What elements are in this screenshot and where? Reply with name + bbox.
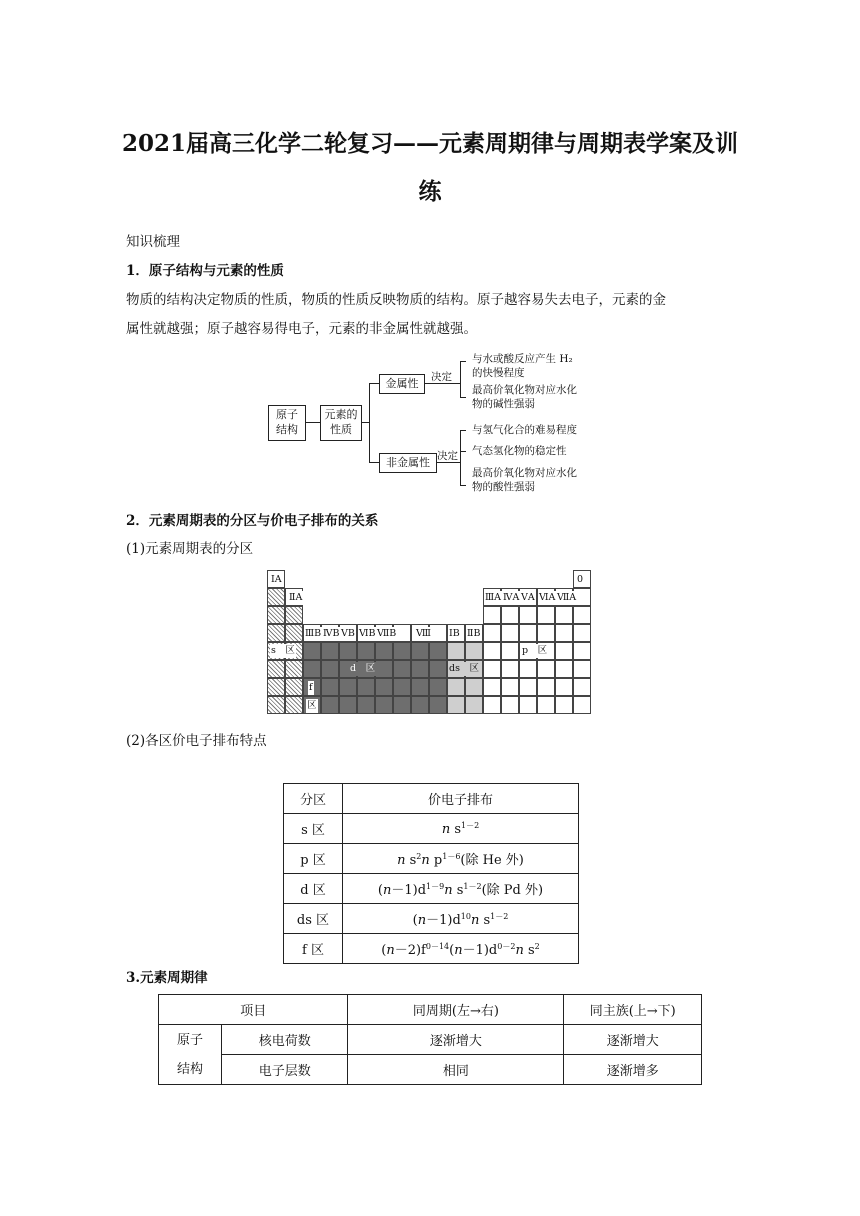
element-props-l2: 性质 [330, 423, 352, 436]
label-VIB: ⅥB [359, 628, 376, 639]
table-row [284, 874, 579, 904]
atom-structure-l2: 结构 [276, 423, 298, 436]
periodic-cell [267, 588, 285, 606]
label-VIA: ⅥA [539, 592, 556, 603]
page-title [100, 120, 760, 216]
periodic-cell [267, 696, 285, 714]
periodic-law-table [158, 994, 702, 1085]
metal-item-2: 最高价氧化物对应水化 [472, 384, 577, 396]
periodic-cell [339, 642, 357, 660]
periodic-cell [501, 606, 519, 624]
zone-cell: p 区 [284, 844, 343, 874]
label-f-zone-2: 区 [307, 700, 317, 711]
arrow [460, 397, 466, 398]
period-cell: 相同 [348, 1055, 564, 1085]
periodic-cell [375, 642, 393, 660]
periodic-cell [393, 660, 411, 678]
periodic-cell [573, 624, 591, 642]
periodic-cell [483, 624, 501, 642]
periodic-cell [429, 660, 447, 678]
section-knowledge: 知识梳理 [126, 234, 180, 250]
periodic-cell [519, 696, 537, 714]
periodic-cell [537, 624, 555, 642]
zone-cell: f 区 [284, 934, 343, 964]
periodic-cell [321, 696, 339, 714]
label-VB: ⅤB [341, 628, 355, 639]
label-d-zone: d 区 [350, 663, 376, 674]
metallic-box: 金属性 [379, 374, 425, 394]
periodic-cell [555, 606, 573, 624]
label-IIIB: ⅢB [305, 628, 322, 639]
periodic-cell [339, 678, 357, 696]
periodic-cell [411, 642, 429, 660]
decides-label-2: 决定 [437, 450, 458, 462]
table-row [284, 784, 579, 814]
arrow [460, 485, 466, 486]
periodic-cell [429, 642, 447, 660]
periodic-cell [429, 696, 447, 714]
s2-sub2: (2)各区价电子排布特点 [126, 733, 267, 749]
periodic-cell [501, 678, 519, 696]
periodic-cell [321, 678, 339, 696]
atom-structure-box [268, 405, 306, 441]
label-IIA: ⅡA [289, 592, 303, 603]
periodic-cell [411, 660, 429, 678]
periodic-cell [483, 678, 501, 696]
periodic-cell [483, 642, 501, 660]
label-s-zone: s 区 [271, 645, 295, 656]
label-f-zone-1: f [309, 682, 313, 693]
periodic-cell [465, 642, 483, 660]
periodic-cell [267, 660, 285, 678]
periodic-cell [483, 696, 501, 714]
periodic-cell [321, 660, 339, 678]
s3-heading: 3.元素周期律 [126, 970, 208, 986]
periodic-cell [447, 642, 465, 660]
zone-cell: d 区 [284, 874, 343, 904]
metal-item-1b: 的快慢程度 [472, 367, 525, 379]
label-IB: ⅠB [449, 628, 460, 639]
periodic-cell [501, 642, 519, 660]
label-IIB: ⅡB [467, 628, 481, 639]
periodic-cell [339, 696, 357, 714]
periodic-cell [573, 606, 591, 624]
periodic-cell [501, 696, 519, 714]
periodic-cell [519, 660, 537, 678]
connector [369, 462, 379, 463]
table-row [284, 904, 579, 934]
table-row [159, 1025, 702, 1055]
periodic-cell [429, 678, 447, 696]
element-props-box [320, 405, 362, 441]
config-cell: n $s^{1-2}$ [343, 814, 579, 844]
connector [305, 422, 320, 423]
periodic-cell [267, 678, 285, 696]
periodic-cell [555, 696, 573, 714]
table-row [284, 814, 579, 844]
periodic-cell [573, 696, 591, 714]
periodic-cell [519, 624, 537, 642]
nonmetal-item-3: 最高价氧化物对应水化 [472, 467, 577, 479]
connector [369, 383, 370, 462]
periodic-cell [267, 606, 285, 624]
periodic-cell [285, 696, 303, 714]
nonmetallic-box: 非金属性 [379, 453, 437, 473]
periodic-cell [537, 660, 555, 678]
periodic-cell [393, 678, 411, 696]
label-0: 0 [577, 574, 584, 585]
group-cell: 逐渐增多 [564, 1055, 702, 1085]
label-p-zone: p 区 [522, 645, 548, 656]
periodic-cell [555, 678, 573, 696]
label-IA: ⅠA [271, 574, 282, 585]
table-row [284, 934, 579, 964]
periodic-cell [483, 606, 501, 624]
config-cell: $(n-2)f^{0-14}(n-1)d^{0-2}n$ $s^2$ [343, 934, 579, 964]
periodic-cell [357, 642, 375, 660]
arrow [460, 361, 466, 362]
label-IVA: ⅣA [503, 592, 520, 603]
s2-heading: 2．元素周期表的分区与价电子排布的关系 [126, 513, 379, 529]
periodic-cell [375, 678, 393, 696]
periodic-cell [465, 678, 483, 696]
periodic-table [267, 570, 591, 716]
title-line-1: 2021届高三化学二轮复习——元素周期律与周期表学案及训 [121, 130, 738, 157]
nonmetal-item-1: 与氢气化合的难易程度 [472, 424, 577, 436]
connector [361, 422, 369, 423]
period-cell: 逐渐增大 [348, 1025, 564, 1055]
periodic-cell [501, 624, 519, 642]
s1-heading: 1．原子结构与元素的性质 [126, 263, 284, 279]
periodic-cell [303, 660, 321, 678]
config-cell: $(n-1)d^{1-9}n$ $s^{1-2}$(除 Pd 外) [343, 874, 579, 904]
periodic-cell [321, 642, 339, 660]
periodic-cell [573, 678, 591, 696]
item-cell: 电子层数 [222, 1055, 348, 1085]
header-period: 同周期(左→右) [348, 995, 564, 1025]
metal-item-1: 与水或酸反应产生 H₂ [472, 353, 573, 365]
s1-para-line-1: 物质的结构决定物质的性质，物质的性质反映物质的结构。原子越容易失去电子，元素的金 [126, 292, 666, 308]
header-config: 价电子排布 [343, 784, 579, 814]
zone-cell: s 区 [284, 814, 343, 844]
label-ds-zone: ds 区 [449, 663, 479, 674]
config-cell: n $s^2n$ $p^{1-6}$(除 He 外) [343, 844, 579, 874]
periodic-cell [411, 678, 429, 696]
periodic-cell [483, 660, 501, 678]
table-row [159, 1055, 702, 1085]
periodic-cell [555, 624, 573, 642]
periodic-cell [519, 678, 537, 696]
label-VIIB: ⅦB [377, 628, 397, 639]
periodic-cell [447, 678, 465, 696]
periodic-cell [465, 696, 483, 714]
periodic-cell [519, 606, 537, 624]
periodic-cell [285, 678, 303, 696]
table-row [284, 844, 579, 874]
periodic-cell [537, 696, 555, 714]
nonmetal-item-2: 气态氢化物的稳定性 [472, 445, 567, 457]
atom-structure-cell [159, 1025, 222, 1085]
s2-sub1: (1)元素周期表的分区 [126, 541, 254, 557]
nonmetal-item-3b: 物的酸性强弱 [472, 481, 535, 493]
periodic-cell [393, 696, 411, 714]
zone-cell: ds 区 [284, 904, 343, 934]
atom-structure-l1: 原子 [276, 408, 298, 421]
s1-para-line-2: 属性就越强；原子越容易得电子，元素的非金属性就越强。 [126, 321, 477, 337]
periodic-cell [357, 696, 375, 714]
periodic-cell [285, 660, 303, 678]
periodic-cell [393, 642, 411, 660]
header-zone: 分区 [284, 784, 343, 814]
label-VIII: Ⅷ [416, 628, 431, 639]
valence-table [283, 783, 579, 964]
periodic-cell [501, 660, 519, 678]
periodic-cell [285, 624, 303, 642]
periodic-cell [537, 678, 555, 696]
group-cell: 逐渐增大 [564, 1025, 702, 1055]
connector [369, 383, 379, 384]
periodic-cell [555, 642, 573, 660]
label-IVB: ⅣB [323, 628, 340, 639]
bracket [460, 430, 461, 486]
atom-structure-l2: 结构 [176, 1061, 203, 1077]
bracket [460, 361, 461, 398]
periodic-cell [573, 660, 591, 678]
periodic-cell [267, 624, 285, 642]
table-row [159, 995, 702, 1025]
header-group: 同主族(上→下) [564, 995, 702, 1025]
atom-structure-l1: 原子 [176, 1032, 203, 1048]
periodic-cell [285, 606, 303, 624]
periodic-cell [375, 696, 393, 714]
periodic-cell [411, 696, 429, 714]
decides-label-1: 决定 [431, 371, 452, 383]
periodic-cell [375, 660, 393, 678]
label-VIIA: ⅦA [557, 592, 577, 603]
title-line-2: 练 [418, 178, 442, 205]
periodic-cell [303, 642, 321, 660]
periodic-cell [357, 678, 375, 696]
config-cell: $(n-1)d^{10}n$ $s^{1-2}$ [343, 904, 579, 934]
label-VA: ⅤA [521, 592, 535, 603]
item-cell: 核电荷数 [222, 1025, 348, 1055]
periodic-cell [537, 606, 555, 624]
config-note: (除 Pd 外) [481, 883, 544, 898]
periodic-cell [447, 696, 465, 714]
config-note: (除 He 外) [460, 853, 524, 868]
metal-item-2b: 物的碱性强弱 [472, 398, 535, 410]
periodic-cell [555, 660, 573, 678]
element-props-l1: 元素的 [324, 408, 358, 421]
periodic-cell [573, 642, 591, 660]
s1-paragraph [126, 286, 746, 344]
arrow [460, 430, 466, 431]
arrow [460, 451, 466, 452]
header-item: 项目 [159, 995, 348, 1025]
label-IIIA: ⅢA [485, 592, 502, 603]
